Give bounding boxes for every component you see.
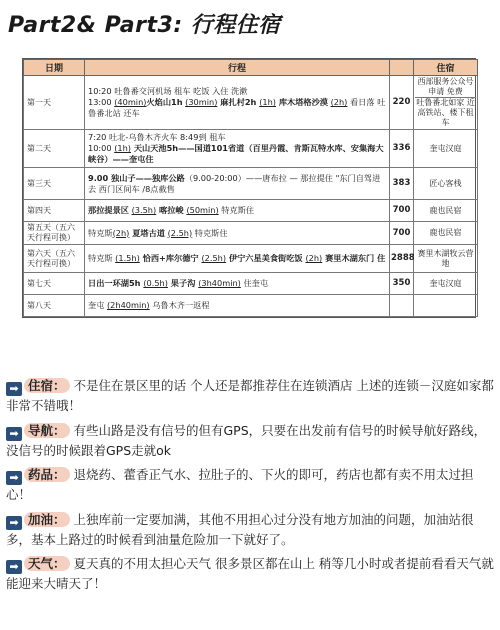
itinerary-segment: 住奎屯	[240, 278, 269, 288]
stay-text: 匠心客栈	[429, 178, 462, 188]
tip-text: 夏天真的不用太担心天气 很多景区都在山上 稍等几小时或者提前看看天气就能迎来大晴天了！	[6, 556, 494, 591]
itinerary-line	[88, 86, 386, 97]
itinerary-cell	[85, 200, 390, 222]
tip-tag: 天气：	[24, 556, 70, 571]
cost-cell: 350	[390, 273, 414, 295]
itinerary-segment: 特克斯	[88, 253, 116, 263]
tip-paragraph	[6, 421, 494, 461]
itinerary-cell	[85, 130, 390, 168]
table-row	[24, 168, 478, 200]
table-row	[24, 245, 478, 273]
tip-paragraph	[6, 510, 494, 550]
table-row	[24, 273, 478, 295]
header-cost	[390, 60, 414, 76]
itinerary-line	[88, 205, 386, 216]
itinerary-line	[88, 132, 386, 143]
tip-paragraph	[6, 465, 494, 505]
arrow-right-icon: ➡	[6, 560, 22, 574]
stay-text: 奎屯汉庭	[429, 278, 462, 288]
tips-section	[6, 376, 494, 599]
itinerary-segment: 伊宁六星美食街吃饭	[226, 253, 306, 263]
itinerary-segment: 9.00 独山子——独库公路	[88, 172, 185, 183]
itinerary-segment: 10:20 吐鲁番交河机场 租车 吃饭 入住 洗漱	[88, 86, 248, 96]
cost-cell: 2888	[390, 245, 414, 273]
arrow-right-icon: ➡	[6, 427, 22, 441]
tip-paragraph	[6, 554, 494, 594]
itinerary-line	[88, 228, 386, 239]
itinerary-segment: 火焰山1h	[146, 97, 183, 107]
itinerary-segment: (2h)	[112, 227, 130, 238]
itinerary-segment: (2.5h)	[167, 227, 193, 238]
header-stay: 住宿	[414, 60, 478, 76]
tip-tag: 药品：	[24, 467, 70, 482]
itinerary-segment: (1h)	[114, 143, 131, 153]
itinerary-line	[88, 300, 386, 311]
itinerary-line	[88, 253, 386, 264]
itinerary-segment: (2h40min)	[106, 300, 150, 310]
itinerary-segment: 库木塔格沙漠	[276, 97, 328, 107]
cost-cell	[390, 295, 414, 317]
itinerary-cell	[85, 295, 390, 317]
day-cell: 第一天	[24, 76, 85, 130]
itinerary-segment: 7:20 吐北-乌鲁木齐火车 8:49到 租车	[88, 132, 226, 142]
itinerary-segment: (1.5h)	[115, 253, 140, 263]
itinerary-line	[88, 278, 386, 289]
itinerary-cell	[85, 273, 390, 295]
itinerary-segment: 10:00	[88, 143, 115, 153]
day-cell: 第五天（五六天行程可换）	[24, 222, 85, 245]
itinerary-segment: (2h)	[330, 97, 348, 107]
cost-cell: 383	[390, 168, 414, 200]
cost-cell: 700	[390, 222, 414, 245]
arrow-right-icon: ➡	[6, 471, 22, 485]
itinerary-cell	[85, 245, 390, 273]
arrow-right-icon: ➡	[6, 382, 22, 396]
tip-text: 不是住在景区里的话 个人还是都推荐住在连锁酒店 上述的连锁－汉庭如家都非常不错哦！	[6, 378, 494, 413]
itinerary-segment: (3h40min)	[198, 278, 241, 288]
tip-tag: 住宿：	[24, 378, 70, 393]
stay-text: 赛里木湖牧云营地	[417, 248, 474, 268]
itinerary-segment: 看日落 吐鲁番北站 还车	[88, 97, 386, 118]
stay-cell	[414, 273, 478, 295]
tip-text: 退烧药、藿香正气水、拉肚子的、下火的即可，药店也都有卖不用太过担心！	[6, 467, 474, 502]
day-cell: 第六天（五六天行程可换）	[24, 245, 85, 273]
stay-cell	[414, 168, 478, 200]
itinerary-segment: 13:00	[88, 97, 115, 107]
cost-cell: 336	[390, 130, 414, 168]
itinerary-table	[22, 58, 476, 318]
itinerary-segment: 果子沟	[167, 278, 199, 288]
itinerary-segment: (50min)	[186, 205, 219, 215]
itinerary-line	[88, 97, 386, 119]
itinerary-cell	[85, 76, 390, 130]
day-cell: 第二天	[24, 130, 85, 168]
itinerary-segment: (30min)	[185, 97, 218, 107]
itinerary-cell	[85, 168, 390, 200]
itinerary-line	[88, 143, 386, 165]
itinerary-segment: (40min)	[114, 97, 147, 107]
stay-text: 西部服务公众号申请 免费	[417, 77, 474, 96]
table-row	[24, 295, 478, 317]
tip-paragraph	[6, 376, 494, 416]
itinerary-segment: (2h)	[305, 253, 323, 263]
itinerary-segment: （9.00-20:00）——唐布拉 — 那拉提住 "东门自驾进 去 西门区间车 /8点截售	[88, 172, 381, 194]
itinerary-segment: 特克斯住	[192, 227, 228, 238]
day-cell: 第四天	[24, 200, 85, 222]
itinerary-segment: (0.5h)	[143, 278, 168, 288]
stay-cell	[414, 200, 478, 222]
itinerary-segment: 天山天池5h——国道101省道（百里丹霞、肯斯瓦特水库、安集海大峡谷）——奎屯住	[88, 143, 384, 164]
stay-text: 鹿也民宿	[429, 205, 462, 215]
itinerary-line	[88, 173, 386, 195]
table-row	[24, 130, 478, 168]
tip-tag: 加油：	[24, 512, 70, 527]
cost-cell: 700	[390, 200, 414, 222]
tip-tag: 导航：	[24, 423, 70, 438]
stay-cell	[414, 245, 478, 273]
table-header-row	[24, 60, 478, 76]
itinerary-cell	[85, 222, 390, 245]
day-cell: 第七天	[24, 273, 85, 295]
itinerary-segment: 麻扎村2h	[217, 97, 260, 107]
itinerary-segment: (3.5h)	[131, 205, 157, 215]
day-cell: 第三天	[24, 168, 85, 200]
stay-cell	[414, 222, 478, 245]
stay-cell	[414, 130, 478, 168]
itinerary-segment: 夏塔古道	[129, 227, 165, 238]
arrow-right-icon: ➡	[6, 516, 22, 530]
itinerary-segment: 乌鲁木齐一返程	[149, 300, 210, 310]
table-row	[24, 222, 478, 245]
cost-cell: 220	[390, 76, 414, 130]
itinerary-segment: 喀拉峻	[156, 205, 187, 215]
page-title: Part2& Part3: 行程住宿	[8, 13, 281, 38]
table-row	[24, 76, 478, 130]
stay-text: 鹿也民宿	[429, 228, 462, 237]
itinerary-segment: 恰西+库尔德宁	[139, 253, 202, 263]
stay-text: 吐鲁番北如家 近高铁站、楼下租车	[416, 98, 475, 127]
itinerary-segment: 奎屯	[88, 300, 107, 310]
stay-cell	[414, 76, 478, 130]
itinerary-segment: 日出一环湖5h	[88, 278, 144, 288]
itinerary-segment: 特克斯住	[218, 205, 255, 215]
itinerary-segment: (1h)	[259, 97, 276, 107]
itinerary-segment: 赛里木湖东门 住	[322, 253, 386, 263]
itinerary-segment: 那拉提景区	[88, 205, 129, 215]
day-cell: 第八天	[24, 295, 85, 317]
tip-text: 有些山路是没有信号的但有GPS，只要在出发前有信号的时候导航好路线，没信号的时候跟着GPS走就ok	[6, 422, 487, 458]
table-row	[24, 200, 478, 222]
stay-text: 奎屯汉庭	[429, 143, 462, 153]
header-itinerary: 行程	[85, 60, 390, 76]
itinerary-segment: (2.5h)	[201, 253, 227, 263]
header-date: 日期	[24, 60, 85, 76]
itinerary-segment: 特克斯	[88, 227, 113, 238]
tip-text: 上独库前一定要加满，其他不用担心过分没有地方加油的问题，加油站很多，基本上路过的时候看到油量危险加一下就好了。	[6, 511, 474, 547]
stay-cell	[414, 295, 478, 317]
